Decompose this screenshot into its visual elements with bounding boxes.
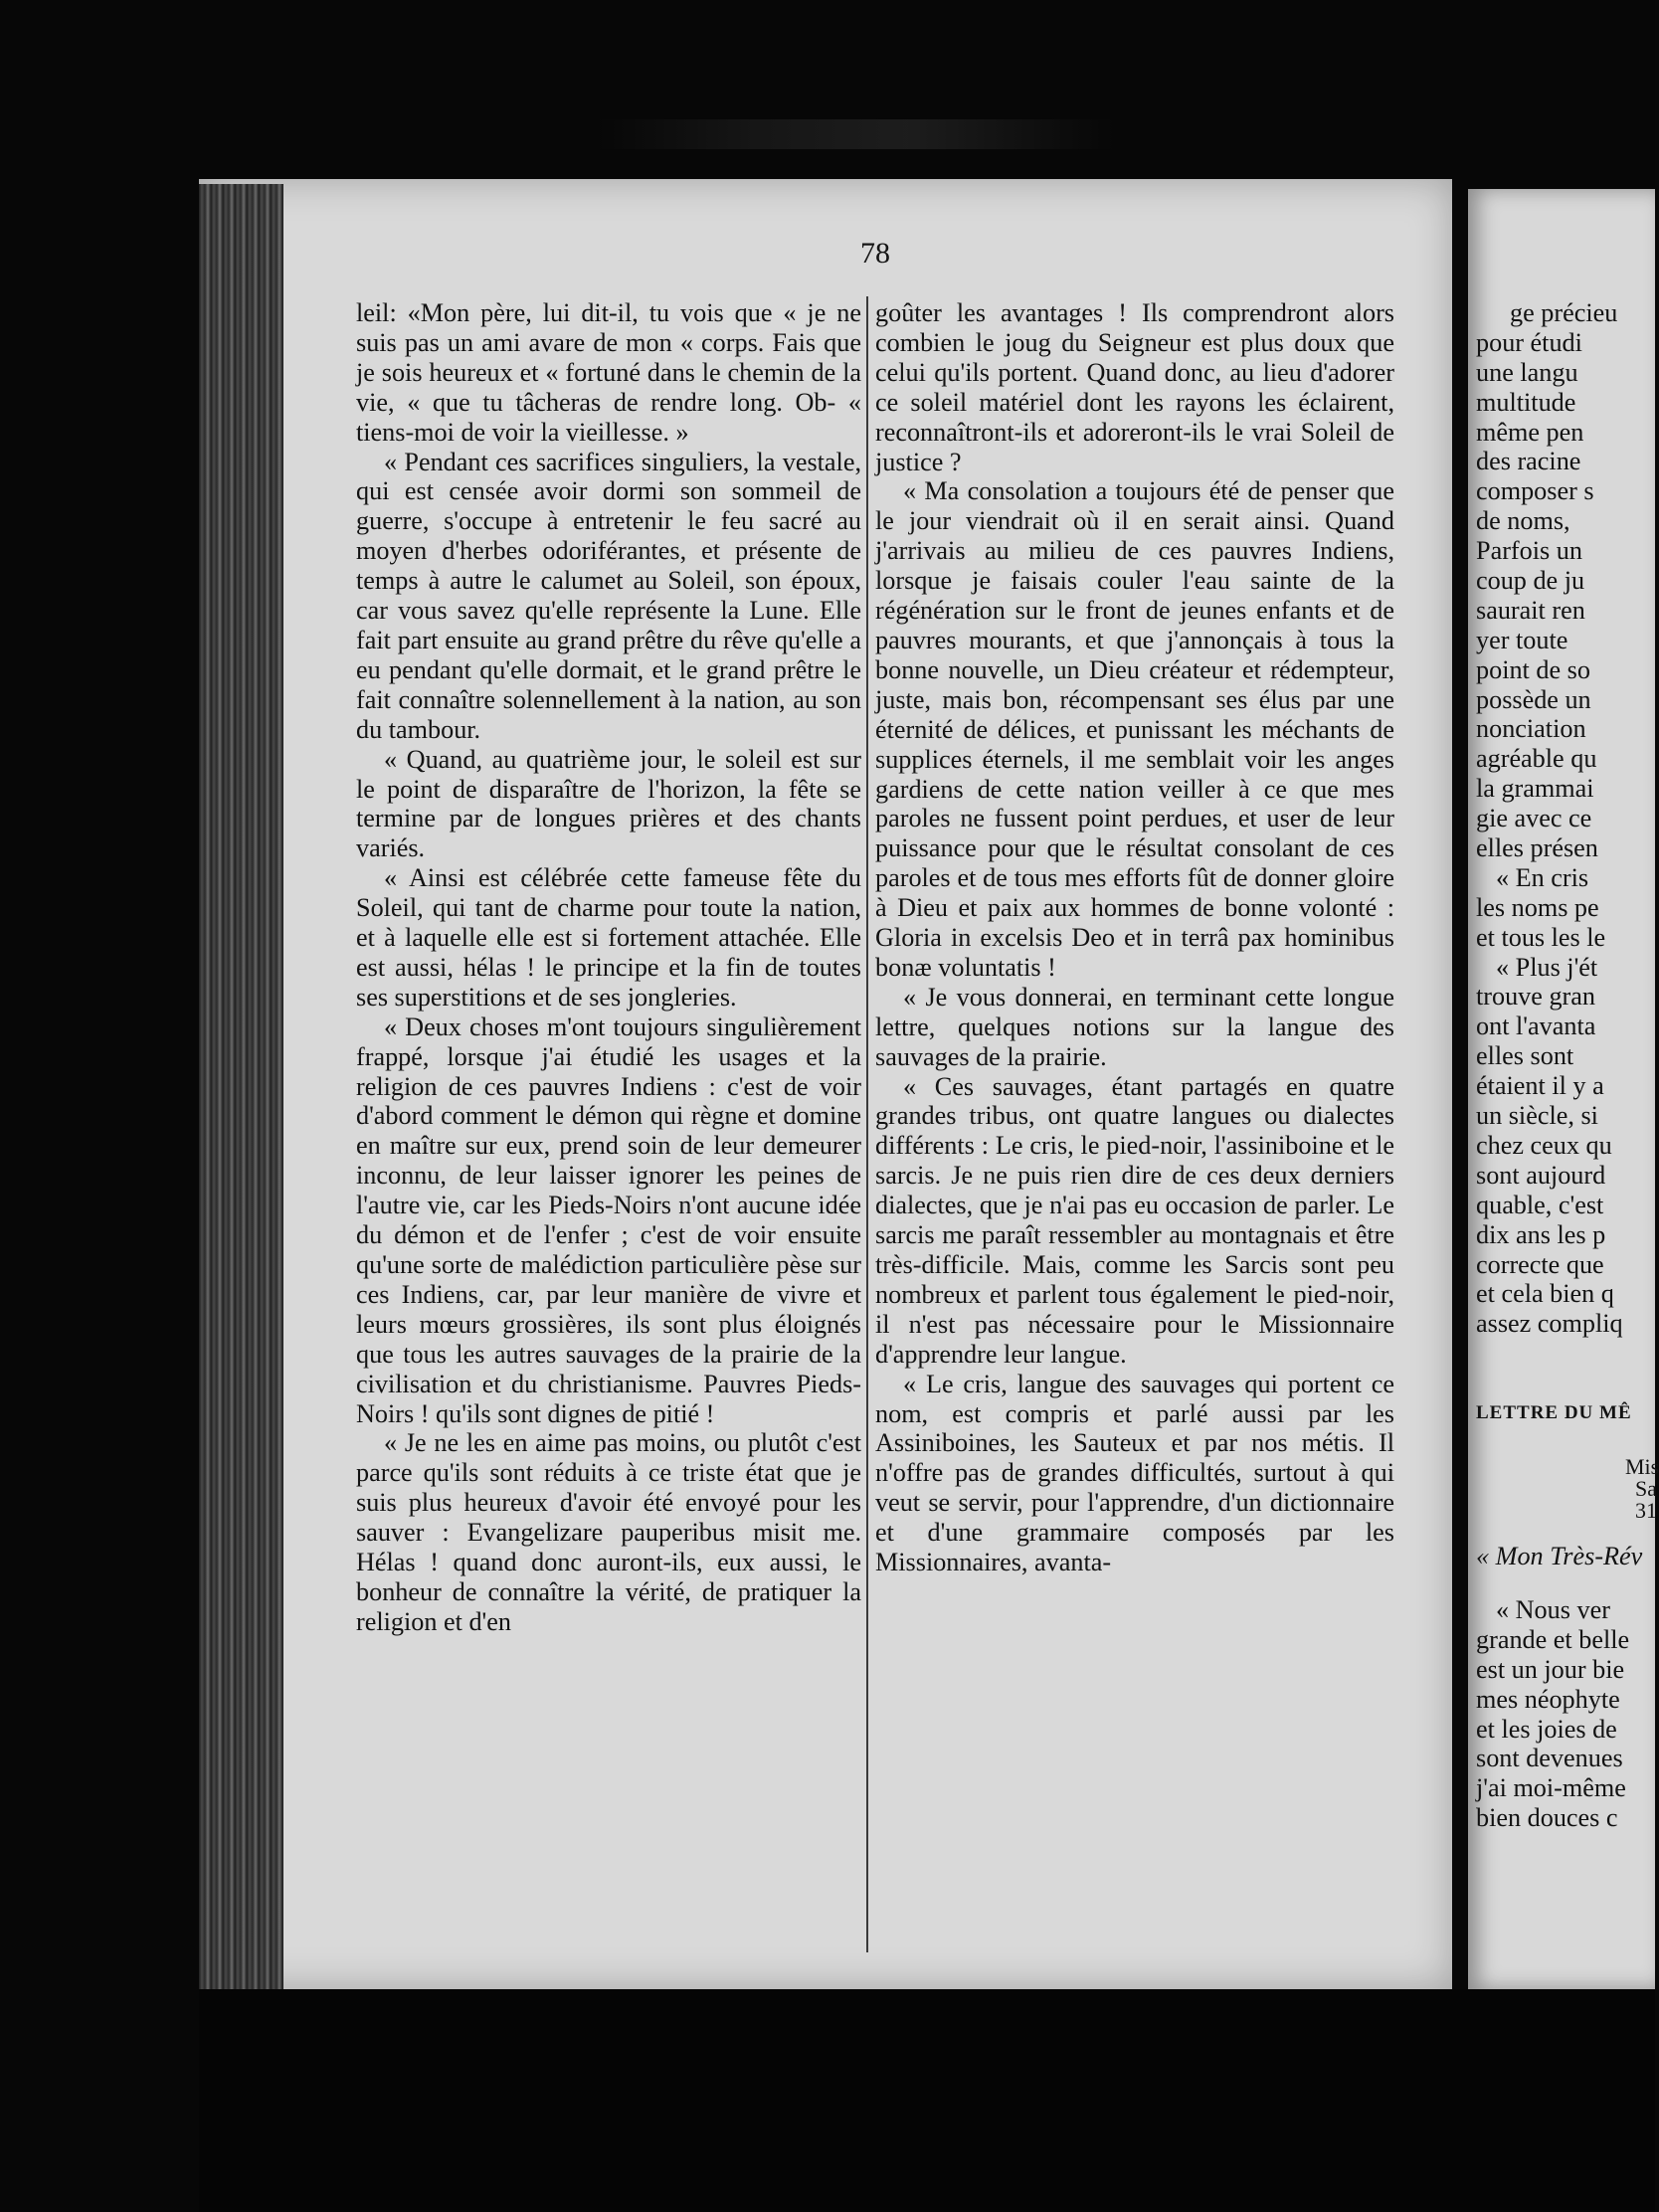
text-line: yer toute xyxy=(1476,625,1568,654)
text-line: point de so xyxy=(1476,654,1590,684)
text-line: bien douces c xyxy=(1476,1803,1618,1833)
paragraph: leil: «Mon père, lui dit-il, tu vois que « je ne suis pas un ami avare de mon « corps. Fais que je sois heureux et « fortuné dans le chemin de la vie, « que tu tâcheras de rendre long. Ob- « tiens-moi de voir la vieillesse. » xyxy=(356,298,861,447)
text-line: mes néophyte xyxy=(1476,1684,1620,1714)
text-line: sont aujourd xyxy=(1476,1160,1606,1190)
text-line: et cela bien q xyxy=(1476,1279,1614,1309)
text-line: ont l'avanta xyxy=(1476,1012,1596,1041)
text-line: une langu xyxy=(1476,357,1578,387)
text-line: « Nous ver xyxy=(1496,1594,1610,1624)
text-line: Parfois un xyxy=(1476,536,1582,566)
paragraph: « Ma consolation a toujours été de penser que le jour viendrait où il en serait ainsi. Quand j'arrivais au milieu de ces pauvres Indiens, lorsque je faisais couler l'eau sainte de la régénération sur le front de jeunes enfants et de pauvres mourants, et que j'annonçais à tous la bonne nouvelle, un Dieu créateur et rédempteur, juste, mais bon, récompensant ses élus par une éternité de délices, et punissant les méchants de supplices éternels, il me semblait voir les anges gardiens de cette nation veiller à ce que mes paroles ne fussent point perdues, et user de leur puissance pour que le résultat consolant de ces paroles et de tous mes efforts fût de donner gloire à Dieu et paix aux hommes de bonne volonté : Gloria in excelsis Deo et in terrâ pax hominibus bonæ voluntatis ! xyxy=(875,476,1394,982)
text-line: quable, c'est xyxy=(1476,1190,1604,1219)
text-line: pour étudi xyxy=(1476,327,1582,357)
paragraph: goûter les avantages ! Ils comprendront alors combien le joug du Seigneur est plus doux que celui qu'ils portent. Quand donc, au lieu d'adorer ce soleil matériel dont les rayons les éclairent, reconnaîtront-ils et adoreront-ils le vrai Soleil de justice ? xyxy=(875,298,1394,476)
spacer xyxy=(1476,1428,1655,1452)
letter-heading: LETTRE DU MÊ xyxy=(1476,1402,1632,1424)
text-line: correcte que xyxy=(1476,1249,1604,1279)
spacer xyxy=(1476,1518,1655,1542)
spacer xyxy=(1476,1339,1655,1398)
text-line: j'ai moi-même xyxy=(1476,1773,1626,1803)
right-text-column xyxy=(1476,298,1659,1833)
paragraph: « Je vous donnerai, en terminant cette longue lettre, quelques notions sur la langue des sauvages de la prairie. xyxy=(875,982,1394,1071)
page-stack-edge xyxy=(199,184,283,1989)
text-line: la grammai xyxy=(1476,774,1594,804)
paragraph: « Le cris, langue des sauvages qui portent ce nom, est compris et parlé aussi par les Assiniboines, les Sauteux et par nos métis. Il n'offre pas de grandes difficultés, surtout à qui veut se servir, pour l'apprendre, d'un dictionnaire et d'une grammaire composés par les Missionnaires, avanta- xyxy=(875,1369,1394,1577)
text-line: nonciation xyxy=(1476,714,1586,744)
top-bleed-mark xyxy=(597,119,1114,149)
text-line: composer s xyxy=(1476,476,1594,506)
text-line: possède un xyxy=(1476,684,1591,714)
text-line: de noms, xyxy=(1476,506,1570,536)
text-line: grande et belle xyxy=(1476,1624,1630,1654)
text-line: « Plus j'ét xyxy=(1496,952,1598,982)
paragraph: « Deux choses m'ont toujours singulièrement frappé, lorsque j'ai étudié les usages et la religion de ces pauvres Indiens : c'est de voir d'abord comment le démon qui règne et domine en maître sur eux, prend soin de leur demeurer inconnu, de leur laisser ignorer les peines de l'autre vie, car les Pieds-Noirs n'ont aucune idée du démon et de l'enfer ; c'est de voir ensuite qu'une sorte de malédiction particulière pèse sur ces Indiens, car, par leur manière de vivre et leurs mœurs grossières, ils sont plus éloignés que tous les autres sauvages de la prairie de la civilisation et du christianisme. Pauvres Pieds-Noirs ! qu'ils sont dignes de pitié ! xyxy=(356,1012,861,1428)
text-line: est un jour bie xyxy=(1476,1654,1625,1684)
middle-text-column xyxy=(875,298,1394,1577)
brace-line: Mis xyxy=(1625,1454,1659,1480)
text-line: coup de ju xyxy=(1476,566,1585,596)
text-line: même pen xyxy=(1476,417,1584,447)
text-line: gie avec ce xyxy=(1476,804,1592,833)
text-line: et tous les le xyxy=(1476,922,1606,952)
paragraph: « Ainsi est célébrée cette fameuse fête du Soleil, qui tant de charme pour toute la nation, et à laquelle elle est si fortement attachée. Elle est aussi, hélas ! le principe et la fin de toutes ses superstitions et de ses jongleries. xyxy=(356,863,861,1012)
text-line: elles présen xyxy=(1476,833,1598,863)
paragraph: « Je ne les en aime pas moins, ou plutôt c'est parce qu'ils sont réduits à ce triste état que je suis plus heureux d'avoir été envoyé pour les sauver : Evangelizare pauperibus misit me. Hélas ! quand donc auront-ils, eux aussi, le bonheur de connaître la vérité, de pratiquer la religion et d'en xyxy=(356,1428,861,1636)
text-line: trouve gran xyxy=(1476,982,1595,1012)
text-line: elles sont xyxy=(1476,1041,1574,1071)
text-line: les noms pe xyxy=(1476,892,1599,922)
spacer xyxy=(1476,1571,1655,1595)
column-divider xyxy=(866,296,868,1952)
text-line: assez compliq xyxy=(1476,1309,1623,1339)
text-line: agréable qu xyxy=(1476,744,1597,774)
page-number: 78 xyxy=(860,237,890,270)
text-line: étaient il y a xyxy=(1476,1071,1604,1101)
text-line: dix ans les p xyxy=(1476,1219,1606,1249)
left-text-column xyxy=(356,298,861,1637)
paragraph: « Pendant ces sacrifices singuliers, la vestale, qui est censée avoir dormi son sommeil de guerre, s'occupe à entretenir le feu sacré au moyen d'herbes odoriférantes, et présente de temps à autre le calumet au Soleil, son époux, car vous savez qu'elle représente la Lune. Elle fait part ensuite au grand prêtre du rêve qu'elle a eu pendant qu'elle dormait, et le grand prêtre le fait connaître solennellement à la nation, au son du tambour. xyxy=(356,447,861,744)
paragraph: « Ces sauvages, étant partagés en quatre grandes tribus, ont quatre langues ou dialectes différents : Le cris, le pied-noir, l'assiniboine et le sarcis. Je ne puis rien dire de ces deux derniers dialectes, que je n'ai pas eu occasion de parler. Le sarcis me paraît ressembler au montagnais et être très-difficile. Mais, comme les Sarcis sont peu nombreux et parlent tous également le pied-noir, il n'est pas nécessaire pour le Missionnaire d'apprendre leur langue. xyxy=(875,1071,1394,1369)
text-line: chez ceux qu xyxy=(1476,1130,1612,1160)
brace-line: 31 xyxy=(1635,1498,1657,1524)
text-line: ge précieu xyxy=(1510,298,1618,327)
salutation: « Mon Très-Rév xyxy=(1476,1542,1643,1571)
text-line: multitude xyxy=(1476,387,1576,417)
text-line: et les joies de xyxy=(1476,1714,1617,1744)
brace-line: Sa xyxy=(1635,1476,1657,1502)
text-line: sont devenues xyxy=(1476,1744,1623,1773)
text-line: saurait ren xyxy=(1476,595,1585,625)
text-line: « En cris xyxy=(1496,862,1589,892)
bottom-scan-border xyxy=(199,1989,1655,2212)
paragraph: « Quand, au quatrième jour, le soleil est sur le point de disparaître de l'horizon, la fête se termine par de longues prières et des chants variés. xyxy=(356,744,861,863)
text-line: des racine xyxy=(1476,447,1581,476)
text-line: un siècle, si xyxy=(1476,1101,1598,1131)
